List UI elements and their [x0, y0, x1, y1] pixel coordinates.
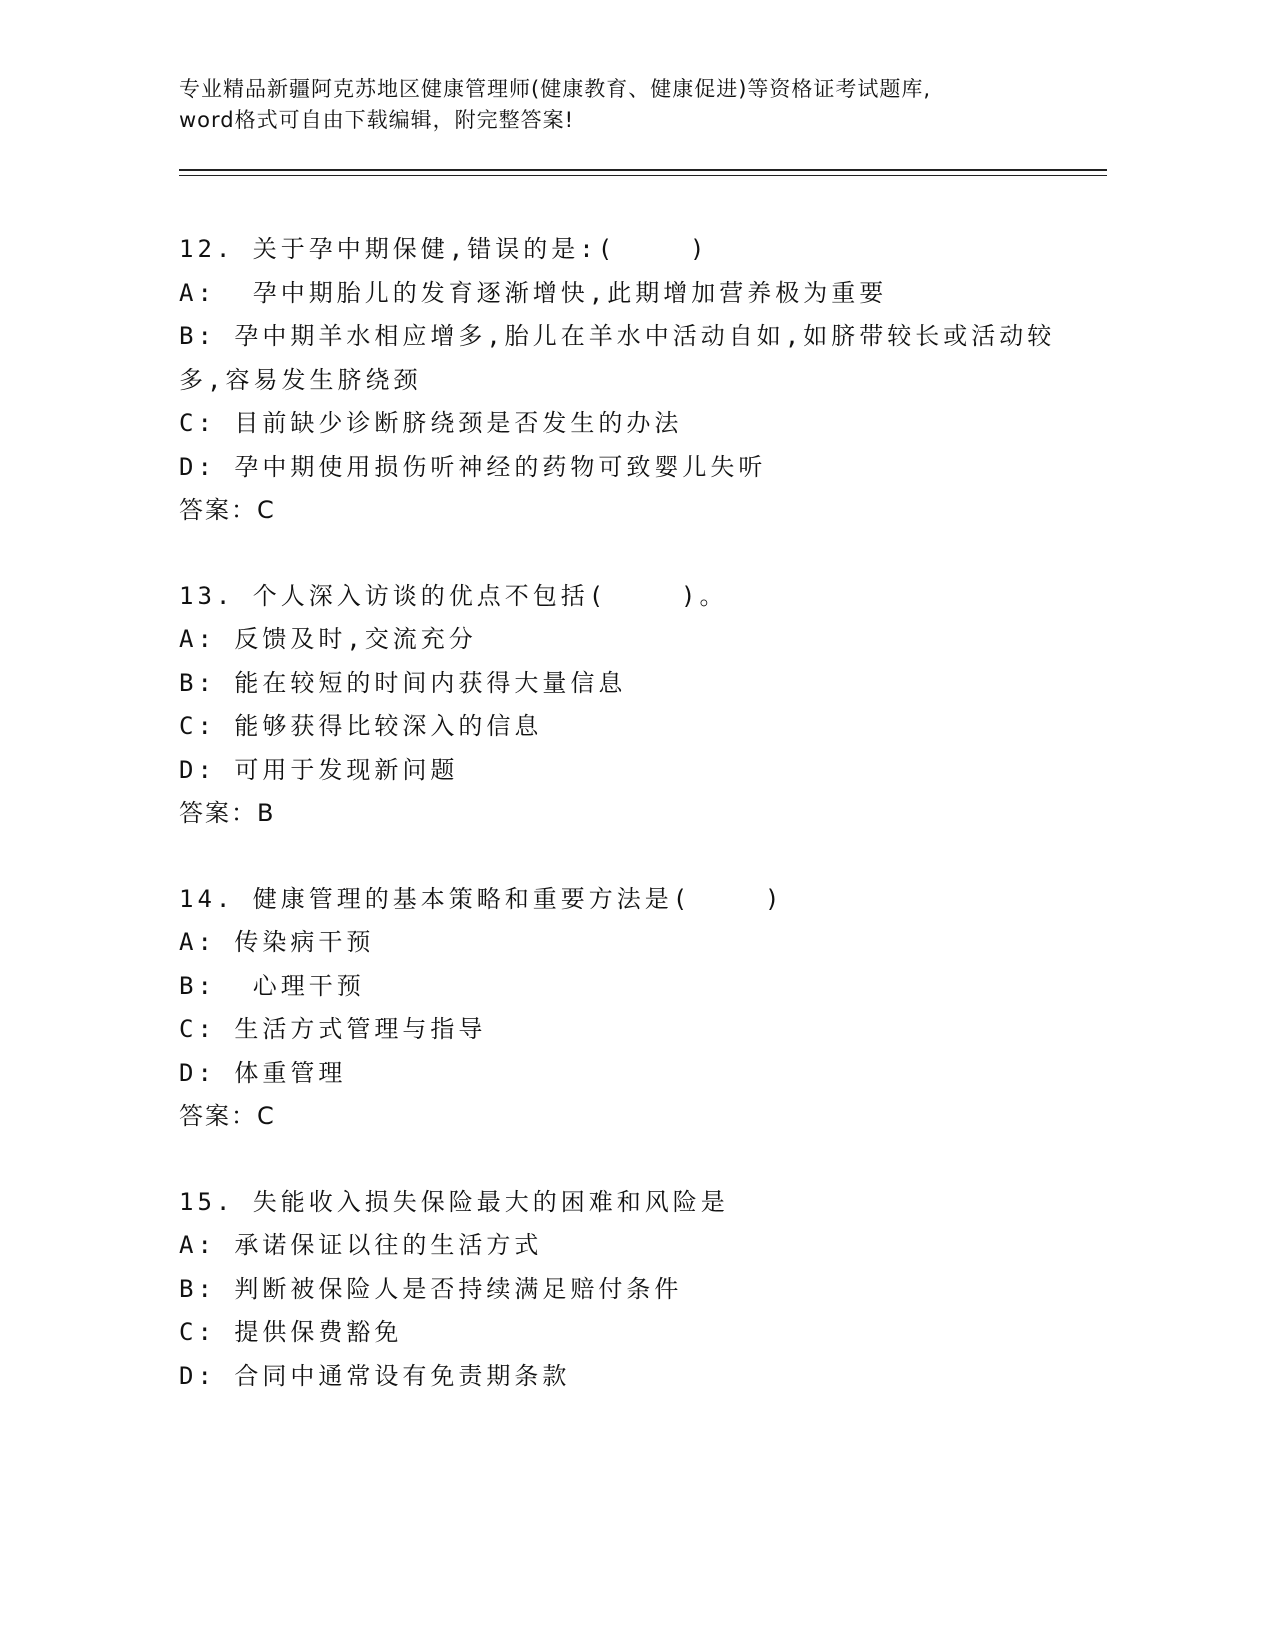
option-b: B: 判断被保险人是否持续满足赔付条件: [179, 1274, 683, 1303]
option-b: B: 孕中期羊水相应增多,胎儿在羊水中活动自如,如脐带较长或活动较: [179, 322, 1056, 350]
answer-label: 答案：B: [179, 799, 276, 827]
header-line-2: word格式可自由下载编辑，附完整答案!: [179, 108, 575, 132]
question-stem: 13. 个人深入访谈的优点不包括( )。: [179, 581, 728, 610]
answer-label: 答案：C: [179, 1102, 276, 1130]
header-divider-top: [179, 169, 1107, 171]
question-12: [179, 228, 1079, 533]
option-b: B: 心理干预: [179, 971, 365, 1000]
option-a: A: 反馈及时,交流充分: [179, 625, 477, 653]
header-line-1: 专业精品新疆阿克苏地区健康管理师(健康教育、健康促进)等资格证考试题库,: [179, 77, 932, 101]
option-b: B: 能在较短的时间内获得大量信息: [179, 668, 627, 697]
option-d: D: 可用于发现新问题: [179, 755, 459, 784]
question-stem: 14. 健康管理的基本策略和重要方法是( ): [179, 884, 784, 913]
option-d: D: 合同中通常设有免责期条款: [179, 1361, 571, 1390]
question-15: [179, 1181, 1079, 1399]
option-a: A: 孕中期胎儿的发育逐渐增快,此期增加营养极为重要: [179, 278, 888, 307]
option-c: C: 目前缺少诊断脐绕颈是否发生的办法: [179, 409, 683, 437]
option-a: A: 承诺保证以往的生活方式: [179, 1231, 543, 1259]
question-13: [179, 575, 1079, 836]
option-c: C: 提供保费豁免: [179, 1318, 403, 1346]
document-header: [179, 74, 1109, 136]
question-14: [179, 878, 1079, 1139]
option-b-continued: 多,容易发生脐绕颈: [179, 365, 422, 394]
question-list: [179, 228, 1079, 1440]
option-d: D: 体重管理: [179, 1058, 347, 1087]
header-divider-bottom: [179, 175, 1107, 176]
question-stem: 15. 失能收入损失保险最大的困难和风险是: [179, 1187, 729, 1216]
option-a: A: 传染病干预: [179, 928, 375, 956]
option-c: C: 能够获得比较深入的信息: [179, 712, 543, 740]
option-d: D: 孕中期使用损伤听神经的药物可致婴儿失听: [179, 452, 767, 481]
option-c: C: 生活方式管理与指导: [179, 1015, 487, 1043]
answer-label: 答案：C: [179, 496, 276, 524]
question-stem: 12. 关于孕中期保健,错误的是:( ): [179, 235, 709, 263]
